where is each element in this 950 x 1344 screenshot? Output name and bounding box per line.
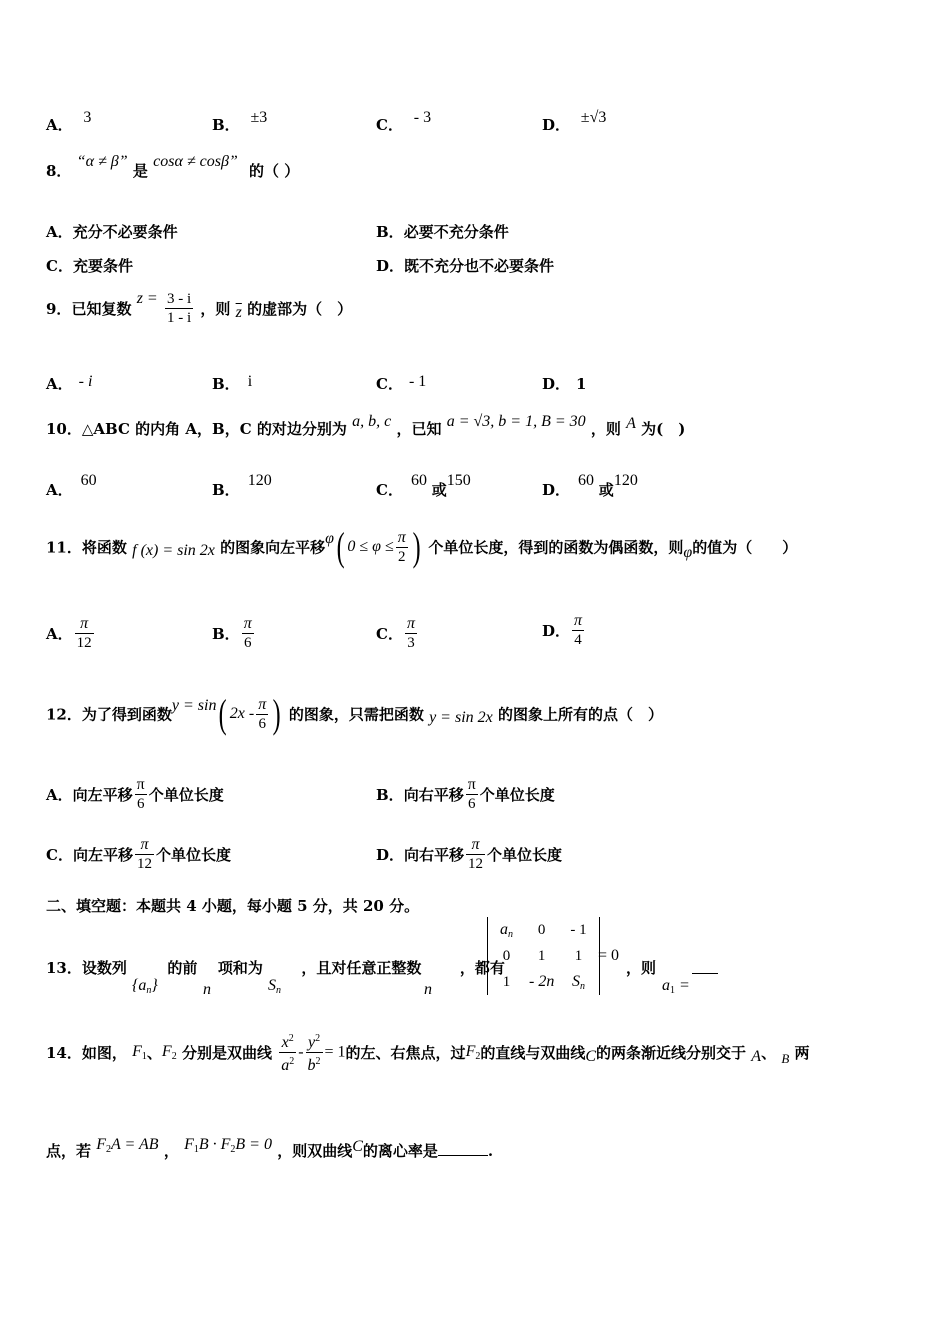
option-value: 60 [578,472,595,489]
denominator: 4 [574,632,582,648]
option-label: D． [542,116,571,134]
det-cell: 0 [537,921,546,938]
a1-equals: = [679,977,690,994]
text: 为了得到函数 [81,705,172,724]
n-symbol: n [424,981,432,998]
condition-1: $F_2A$ = AB [96,1136,159,1155]
fraction [135,836,154,873]
q10-option-d [542,472,638,500]
right-paren: ) [412,524,421,569]
y-symbol: y [307,1034,316,1051]
q9-option-c [376,373,426,394]
denominator: 6 [243,635,252,651]
text: △ABC 的内角 A，B，C 的对边分别为 [81,420,347,438]
f-text: F [161,1043,172,1060]
numerator: π [136,776,145,793]
text: 的前 [167,959,198,977]
question-number: 10． [46,420,82,438]
separator: 、 [146,1044,162,1062]
q10-option-a [46,472,97,500]
period: . [487,1142,494,1160]
left-paren: ( [336,524,345,569]
det-cell: 1 [502,973,511,990]
option-label: D． [542,375,571,393]
function-target: y = sin [171,697,217,714]
fraction [466,776,478,813]
quote-expression: “α ≠ β” [76,153,128,170]
denominator: $a^2$ [281,1056,295,1074]
text: ，已知 [396,420,442,438]
fraction-y [306,1030,323,1075]
option-text: 向左平移 [72,786,133,804]
q11-option-c [376,615,419,652]
numerator: π [467,776,476,793]
numerator: π [258,695,267,713]
q8-option-a [46,221,178,242]
condition-text: B = 0 [235,1136,272,1153]
q12-option-c [46,836,231,873]
denominator: 6 [467,796,476,812]
text: ，则 [200,300,231,318]
answer-blank[interactable] [438,1141,488,1156]
q11-option-b [212,615,256,652]
option-value: 3 [83,109,92,126]
z-equals: z = [136,289,158,307]
text: ，且对任意正整数 [301,959,422,977]
sequence-symbol: $\{a_n\}$ [132,977,158,996]
option-label: A． [46,481,73,499]
condition-text: A = AB [111,1136,159,1153]
option-label: D． [542,622,571,640]
option-text: 个单位长度 [155,846,231,864]
numerator: $x^2$ [279,1030,296,1053]
s-symbol [268,977,281,996]
numerator: π [406,615,415,632]
text: 已知复数 [71,300,132,318]
option-value: i [247,373,253,390]
det-cell: 0 [502,947,511,964]
option-label: D． [376,846,405,864]
option-label: D． [542,481,571,499]
numerator: π [574,612,583,629]
determinant [487,917,600,995]
question-8 [46,153,300,181]
det-cell: - 2n [529,973,555,990]
question-9 [46,290,352,327]
option-text: 向右平移 [403,786,464,804]
q9-option-d [542,373,586,394]
text: 将函数 [81,538,127,557]
text: 的虚部为（ ） [247,300,353,318]
det-cell: 1 [537,947,546,964]
q10-option-b [212,472,272,500]
option-text: 个单位长度 [148,786,224,804]
question-number: 13． [46,959,82,977]
a1-text: a [662,977,670,994]
numerator: π [75,615,94,634]
question-14 [46,1030,810,1075]
numerator: $y^2$ [306,1030,323,1053]
option-value: 120 [613,472,638,489]
option-value: 1 [576,375,587,393]
text: ，则双曲线 [277,1142,353,1160]
denominator: 12 [468,856,484,872]
option-text: 向右平移 [404,846,465,864]
option-label: B． [212,375,240,393]
det-cell: - 1 [570,921,587,938]
text: 的左、右焦点，过 [345,1044,466,1062]
fraction-x [279,1030,296,1075]
question-14-continued [46,1136,494,1162]
range-left: 0 ≤ φ ≤ [347,538,394,555]
function: f (x) = sin 2x [132,542,215,559]
q11-option-a [46,615,96,652]
option-label: A． [46,375,73,393]
phi: φ [683,544,693,561]
question-12 [46,691,663,736]
option-label: B． [212,481,240,499]
f-text: F [465,1043,476,1060]
text: 个单位长度，得到的函数为偶函数，则 [428,538,684,557]
option-label: B． [376,786,404,804]
text: 是 [132,162,148,180]
text: 项和为 [217,959,263,977]
text: 点，若 [46,1142,92,1160]
option-label: C． [376,116,403,134]
option-label: B． [376,223,404,241]
option-label: C． [376,375,403,393]
fraction [242,615,254,652]
option-value: 60 [80,472,97,489]
q9-option-a [46,373,92,394]
option-label: B． [212,625,240,643]
option-label: A． [46,625,73,643]
q8-option-c [46,255,133,276]
question-11 [46,524,798,569]
text: 的（ ） [249,162,300,180]
a1-subscript: 1 [670,985,675,996]
q12-option-d [376,836,562,873]
condition-2: $F_1B \cdot F_2B = 0$ [184,1136,272,1155]
numerator: π [135,836,154,855]
text: 两 [794,1044,810,1062]
question-10 [46,413,686,439]
det-subscript: n [508,928,513,940]
fraction [256,696,268,733]
f-text: F [220,1136,231,1153]
q12-option-b [376,776,555,813]
option-text: 个单位长度 [479,786,555,804]
denominator: 1 - i [166,310,192,326]
numerator: π [466,836,485,855]
text: 的图象上所有的点（ ） [497,705,663,724]
denominator: 6 [258,715,266,732]
option-label: C． [376,481,403,499]
text: 的值为（ ） [692,538,798,557]
question-number: 12． [46,705,82,724]
b-symbol: b [307,1057,316,1074]
q7-option-c [376,109,432,135]
phi: φ [325,530,335,547]
q7-option-d [542,109,607,135]
option-label: A． [46,223,73,241]
option-value: 120 [247,472,272,489]
option-label: A． [46,116,73,134]
q7-option-b [212,109,268,135]
angle-a: A [626,415,636,432]
seq-subscript: n [146,985,152,996]
text: 的图象向左平移 [220,538,326,557]
fraction [396,529,408,566]
option-text: 向左平移 [72,846,133,864]
text: 的离心率是 [362,1142,438,1160]
text: ，则 [626,959,657,977]
option-text: 充要条件 [72,257,133,275]
text: 设数列 [81,959,127,977]
denominator: $b^2$ [307,1056,321,1074]
determinant-matrix [487,917,600,995]
q8-option-d [376,255,554,276]
condition-expression: cosα ≠ cosβ” [153,153,238,170]
answer-blank[interactable] [692,956,718,974]
minus-sign: - [298,1043,304,1061]
question-number: 14． [46,1044,82,1062]
q7-option-a [46,109,92,135]
text: 的两条渐近线分别交于 [596,1044,747,1062]
option-text: 充分不必要条件 [72,223,178,241]
option-label: C． [46,257,73,275]
det-subscript: n [579,980,585,992]
separator: 、 [761,1044,777,1062]
c-symbol: C [585,1047,597,1065]
comma: ， [163,1142,179,1160]
section-heading: 二、填空题：本题共 4 小题，每小题 5 分，共 20 分。 [46,897,420,915]
fraction [466,836,485,873]
a-symbol: a [281,1057,290,1074]
numerator: 3 - i [166,291,192,307]
question-number: 8． [46,162,72,180]
question-number: 9． [46,300,72,318]
text: 的直线与双曲线 [480,1044,586,1062]
option-text: 既不充分也不必要条件 [404,257,555,275]
option-text: 必要不充分条件 [403,223,509,241]
option-label: C． [46,846,73,864]
text: 如图， [81,1044,127,1062]
f2-symbol: $F_2$ [161,1043,177,1062]
denominator: 12 [136,856,152,872]
fraction [165,290,193,327]
z-conjugate: $\overline{z}$ [235,303,242,321]
denominator: 6 [136,796,145,812]
option-label: C． [376,625,403,643]
option-value: 60 [410,472,427,489]
option-value: - 1 [408,373,427,390]
c-symbol: C [352,1138,363,1155]
option-value: - i [78,373,93,390]
option-label: B． [212,116,240,134]
equals-one: = 1 [324,1043,346,1061]
equals-zero: = 0 [598,947,620,964]
or-text: 或 [431,481,447,499]
q10-option-c [376,472,471,500]
option-text: 个单位长度 [487,846,563,864]
f-text: F [96,1136,107,1153]
f-text: F [184,1136,194,1153]
denominator: 2 [398,548,406,565]
det-cell: 1 [574,947,583,964]
denominator: 12 [76,635,92,651]
f2-symbol: $F_2$ [465,1043,481,1062]
s-subscript: n [276,985,281,996]
or-text: 或 [598,481,614,499]
det-cell: a [500,920,508,938]
side-variables: a, b, c [352,413,392,430]
text: ，都有 [459,959,505,977]
x-symbol: x [281,1034,289,1051]
n-symbol: n [203,981,211,998]
text: 为( ) [641,420,686,438]
f-text: F [132,1043,142,1060]
fraction [75,615,94,652]
left-paren: ( [219,691,228,736]
fraction [572,612,584,649]
option-value: ±√3 [580,109,607,126]
fraction [405,615,417,652]
q8-option-b [376,221,509,242]
question-number: 11． [46,538,82,557]
option-value: - 3 [413,109,432,126]
text: 分别是双曲线 [181,1044,272,1062]
text: 的图象，只需把函数 [288,705,424,724]
denominator: 3 [407,635,415,651]
q9-option-b [212,373,252,394]
inner-expression: 2x - [229,705,255,722]
a-point: A [751,1047,762,1065]
b-point: B [781,1050,790,1066]
f1-symbol: $F_1$ [132,1043,147,1062]
q11-option-d [542,612,586,649]
condition-text: B · [198,1136,217,1153]
option-value: 150 [446,472,471,489]
numerator: π [243,615,252,632]
text: ，则 [590,420,621,438]
a1-symbol [662,977,690,996]
q12-option-a [46,776,224,813]
option-label: A． [46,786,73,804]
option-label: D． [376,257,405,275]
seq-text: {a [132,977,147,994]
det-cell: S [571,972,580,990]
question-13 [46,957,505,978]
fraction [135,776,147,813]
numerator: π [397,528,406,546]
given-values: a = √3, b = 1, B = 30 [446,413,586,430]
right-paren: ) [272,691,281,736]
s-text: S [268,977,276,994]
option-value: ±3 [250,109,268,126]
function-source: y = sin 2x [429,709,493,726]
